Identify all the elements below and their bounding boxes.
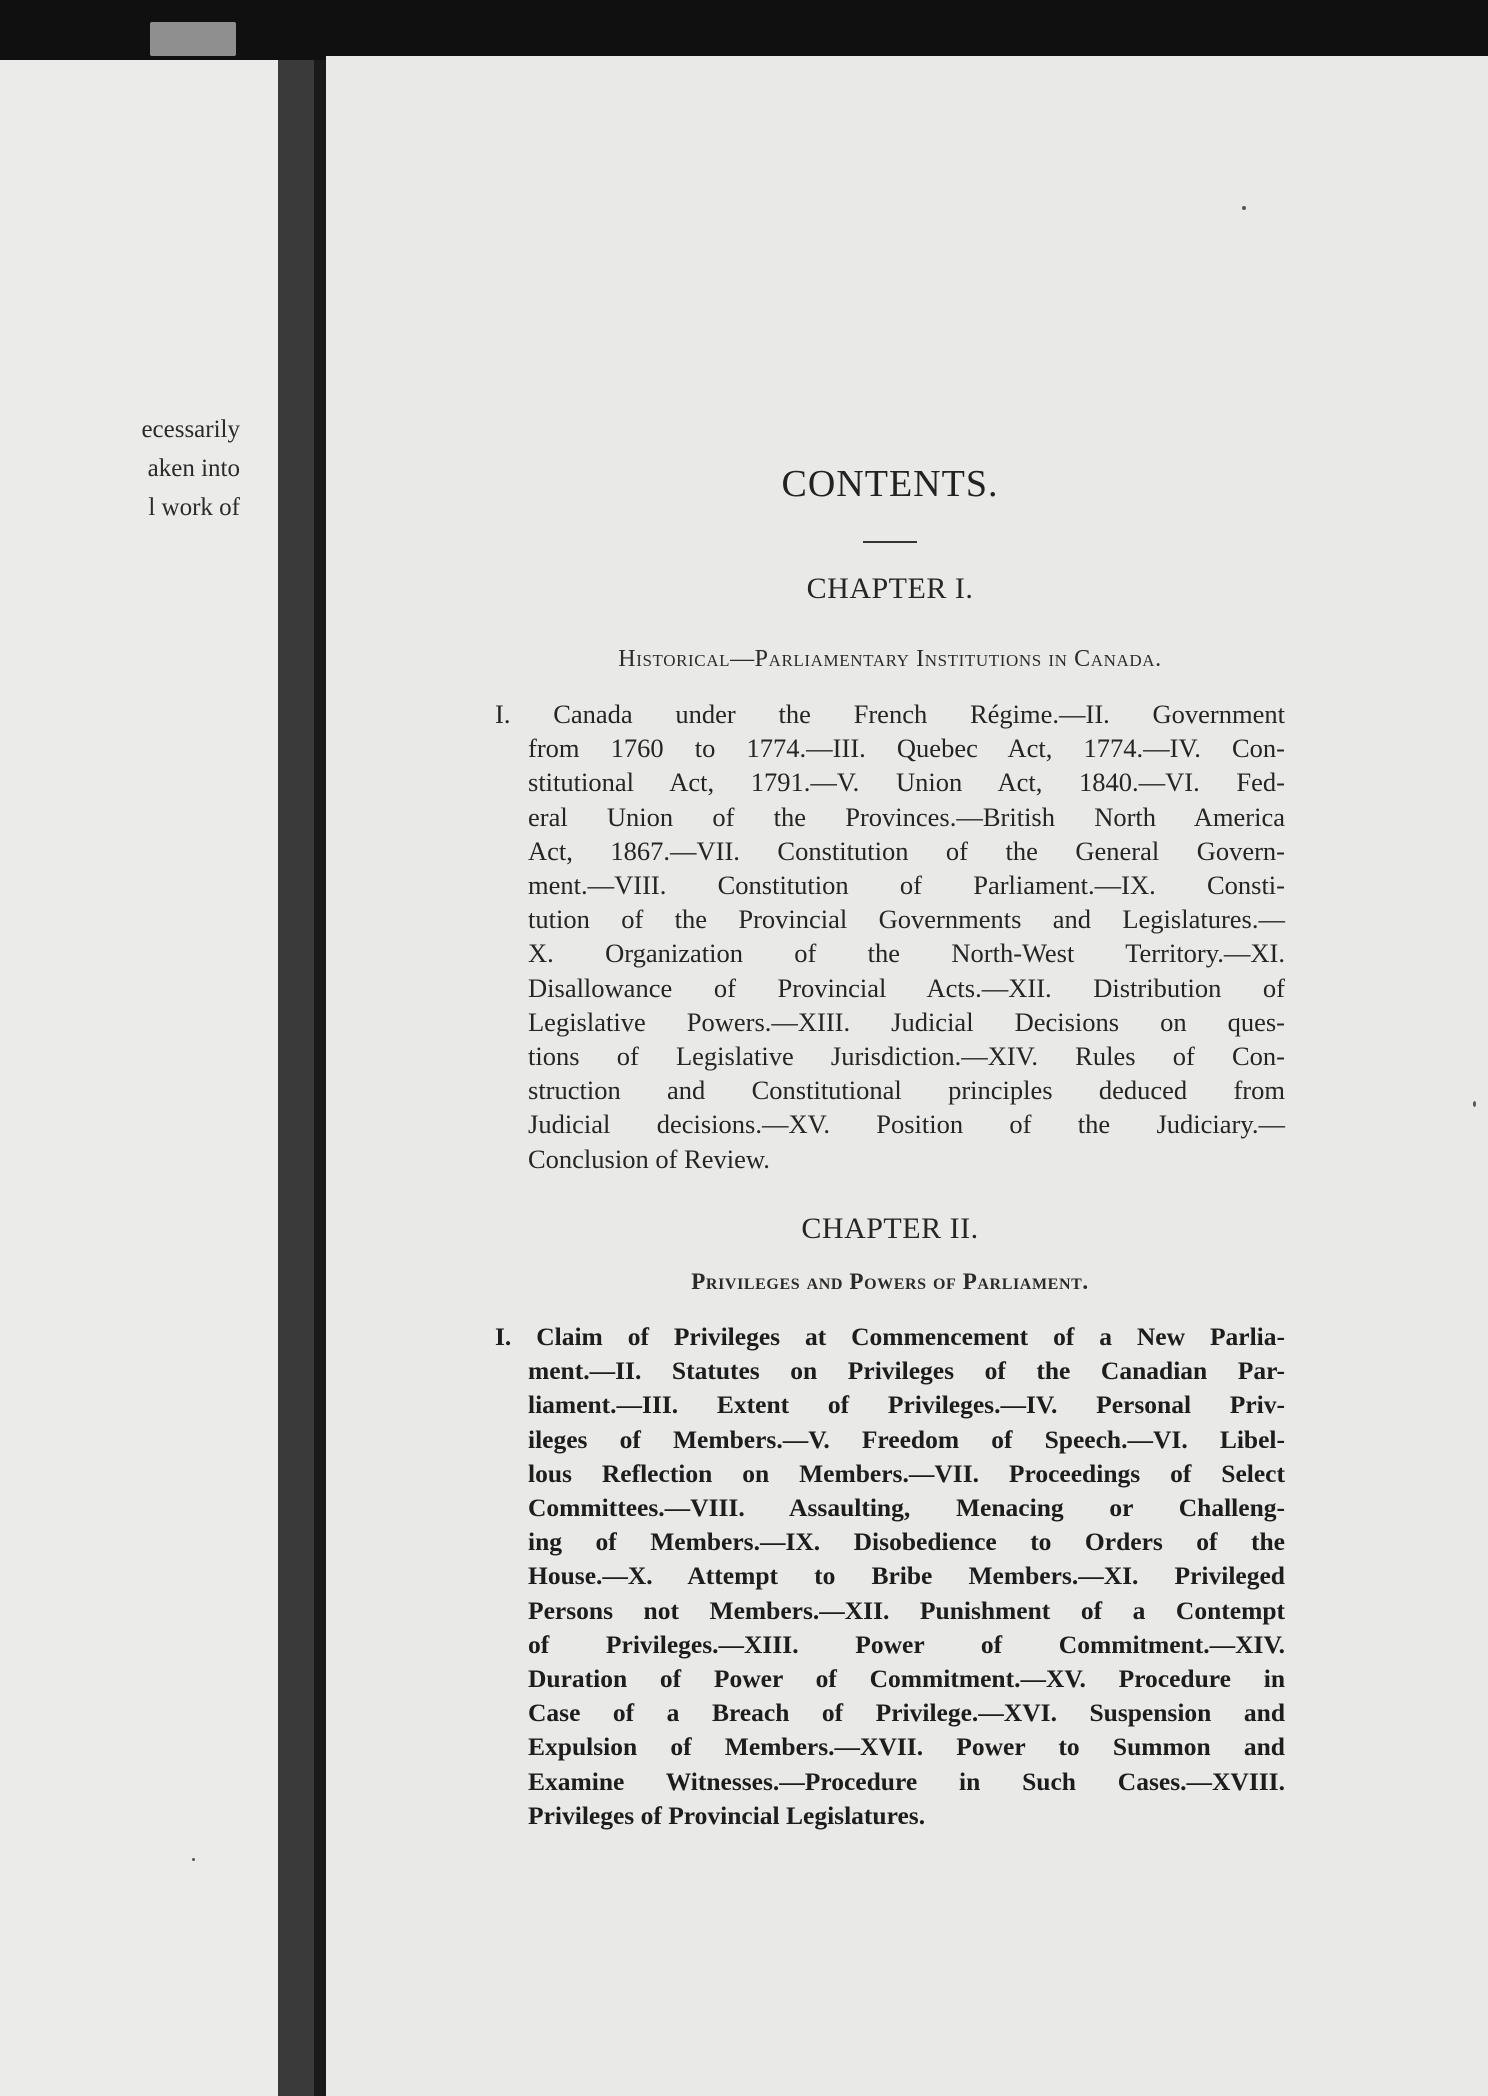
summary-line: I. Claim of Privileges at Commencement of a New Parlia-	[495, 1322, 1285, 1351]
summary-line: Conclusion of Review.	[528, 1143, 770, 1174]
summary-line: Expulsion of Members.—XVII. Power to Summon and	[528, 1732, 1285, 1762]
chapter-2-summary	[495, 1320, 1285, 1833]
summary-line: eral Union of the Provinces.—British North America	[528, 801, 1285, 832]
summary-line: Committees.—VIII. Assaulting, Menacing or Challeng-	[528, 1493, 1285, 1523]
summary-line: I. Canada under the French Régime.—II. Government	[495, 699, 1285, 729]
title-divider	[863, 541, 917, 543]
left-fragment-line: l work of	[148, 494, 240, 521]
summary-line: ileges of Members.—V. Freedom of Speech.—VI. Libel-	[528, 1424, 1285, 1454]
summary-line: X. Organization of the North-West Territory.—XI.	[528, 938, 1285, 969]
summary-line: liament.—III. Extent of Privileges.—IV. Personal Priv-	[528, 1390, 1285, 1420]
summary-line: Persons not Members.—XII. Punishment of a Contempt	[528, 1595, 1285, 1625]
summary-line: from 1760 to 1774.—III. Quebec Act, 1774.—IV. Con-	[528, 733, 1285, 764]
summary-line: of Privileges.—XIII. Power of Commitment.—XIV.	[528, 1629, 1285, 1659]
summary-line: ment.—II. Statutes on Privileges of the Canadian Par-	[528, 1356, 1285, 1386]
summary-line: stitutional Act, 1791.—V. Union Act, 1840.—VI. Fed-	[528, 767, 1285, 798]
summary-line: Judicial decisions.—XV. Position of the Judiciary.—	[528, 1109, 1285, 1140]
left-fragment-line: ecessarily	[141, 416, 240, 443]
left-page-text-fragment	[0, 410, 240, 527]
summary-line: tions of Legislative Jurisdiction.—XIV. Rules of Con-	[528, 1041, 1285, 1072]
chapter-1-heading: CHAPTER I.	[806, 572, 974, 605]
gutter-shadow	[314, 60, 326, 2096]
summary-line: Privileges of Provincial Legislatures.	[528, 1800, 926, 1830]
paper-speck	[1473, 1101, 1476, 1107]
summary-line: Act, 1867.—VII. Constitution of the General Govern-	[528, 835, 1285, 866]
page-title: CONTENTS.	[781, 463, 999, 505]
summary-line: tution of the Provincial Governments and Legislatures.—	[528, 904, 1285, 935]
left-fragment-line: aken into	[147, 455, 240, 482]
paper-speck	[1242, 206, 1246, 210]
summary-line: House.—X. Attempt to Bribe Members.—XI. Privileged	[528, 1561, 1285, 1591]
paper-speck	[192, 1858, 195, 1861]
page-tab-mark	[150, 22, 236, 56]
summary-line: ment.—VIII. Constitution of Parliament.—IX. Consti-	[528, 870, 1285, 901]
summary-line: ing of Members.—IX. Disobedience to Orders of the	[528, 1527, 1285, 1557]
summary-line: struction and Constitutional principles deduced from	[528, 1075, 1285, 1106]
chapter-2-heading: CHAPTER II.	[801, 1212, 979, 1245]
chapter-1-summary	[495, 697, 1285, 1176]
summary-line: lous Reflection on Members.—VII. Proceedings of Select	[528, 1458, 1285, 1488]
left-page	[0, 60, 278, 2096]
chapter-1-subtitle: Historical—Parliamentary Institutions in Canada.	[618, 646, 1162, 672]
summary-line: Duration of Power of Commitment.—XV. Procedure in	[528, 1664, 1285, 1694]
summary-line: Case of a Breach of Privilege.—XVI. Suspension and	[528, 1698, 1285, 1728]
summary-line: Examine Witnesses.—Procedure in Such Cases.—XVIII.	[528, 1766, 1285, 1796]
summary-line: Disallowance of Provincial Acts.—XII. Distribution of	[528, 972, 1285, 1003]
summary-line: Legislative Powers.—XIII. Judicial Decisions on ques-	[528, 1006, 1285, 1037]
chapter-2-subtitle: Privileges and Powers of Parliament.	[691, 1269, 1089, 1294]
